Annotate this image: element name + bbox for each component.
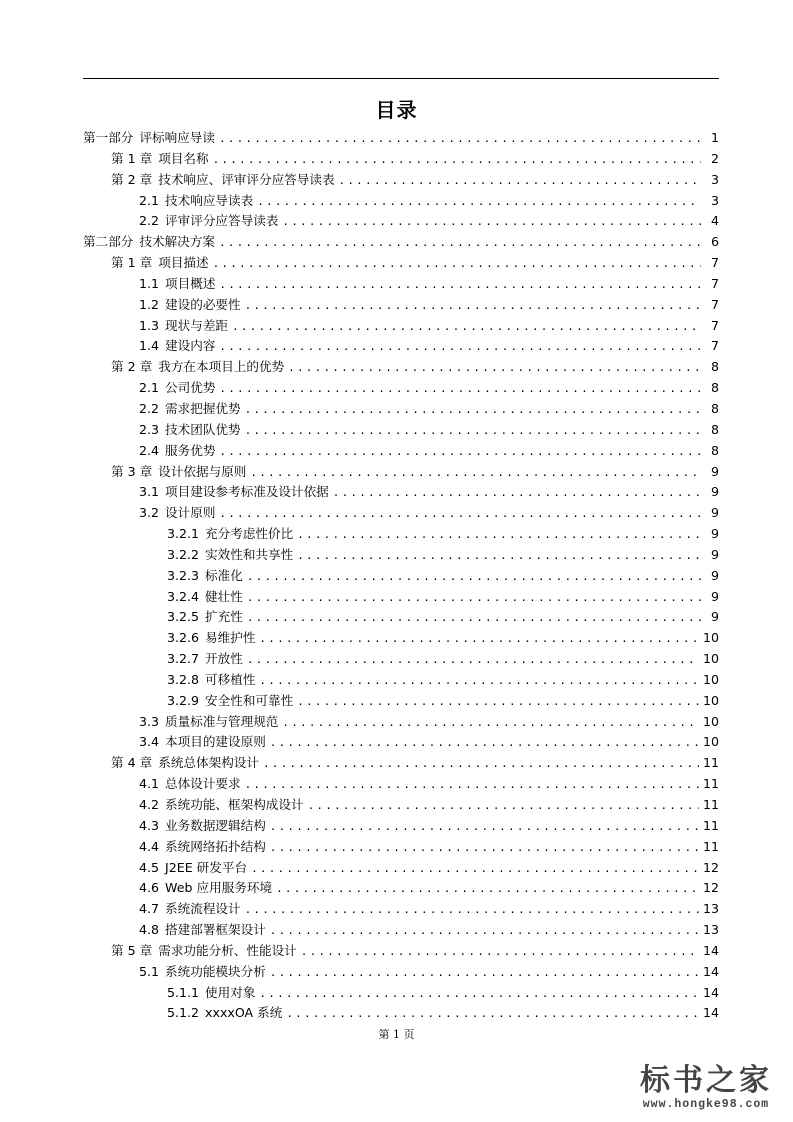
toc-entry-number: 3.4	[139, 734, 160, 750]
toc-entry-title: 总体设计要求	[165, 776, 241, 792]
toc-entry-title: 设计依据与原则	[158, 463, 247, 479]
toc-entry[interactable]	[83, 420, 719, 441]
toc-leader-dots	[247, 650, 699, 671]
toc-leader-dots	[270, 838, 699, 859]
toc-entry[interactable]	[83, 732, 719, 753]
toc-entry-page: 7	[710, 275, 719, 291]
toc-leader-dots	[270, 921, 699, 942]
toc-entry-title: 系统流程设计	[165, 901, 241, 917]
toc-entry-page: 14	[702, 984, 719, 1000]
toc-entry[interactable]	[83, 482, 719, 503]
toc-leader-dots	[245, 296, 701, 317]
toc-entry-page: 1	[710, 130, 719, 145]
toc-entry-page: 10	[702, 713, 719, 729]
toc-entry-page: 9	[710, 546, 719, 562]
toc-leader-dots	[219, 379, 701, 400]
toc-entry-page: 8	[710, 359, 719, 375]
toc-leader-dots	[297, 546, 701, 567]
toc-entry-number: 2.2	[139, 213, 160, 229]
toc-entry[interactable]	[83, 920, 719, 941]
toc-leader-dots	[270, 963, 699, 984]
watermark-logo	[631, 1064, 781, 1111]
toc-entry-page: 3	[710, 192, 719, 208]
toc-entry-number: 3.2	[139, 505, 160, 521]
toc-entry-title: 评审评分应答导读表	[165, 213, 279, 229]
toc-entry-title: 本项目的建设原则	[165, 734, 266, 750]
toc-entry-title: 项目建设参考标准及设计依据	[165, 484, 329, 500]
toc-entry-number: 1.3	[139, 317, 160, 333]
toc-entry[interactable]	[83, 628, 719, 649]
toc-entry-number: 1.4	[139, 338, 160, 354]
watermark-title: 标书之家	[640, 1063, 772, 1098]
toc-entry-number: 5.1	[139, 963, 160, 979]
toc-entry-page: 7	[710, 255, 719, 271]
toc-entry-number: 2.3	[139, 421, 160, 437]
toc-entry[interactable]	[83, 816, 719, 837]
toc-entry-title: J2EE 研发平台	[165, 859, 248, 875]
page-title: 目录	[375, 98, 418, 122]
toc-entry-number: 第 3 章	[111, 463, 153, 479]
toc-entry-number: 4.6	[139, 880, 160, 896]
toc-entry-page: 8	[710, 421, 719, 437]
toc-leader-dots	[219, 275, 701, 296]
toc-entry-title: 安全性和可靠性	[205, 692, 294, 708]
toc-entry-number: 第 2 章	[111, 171, 153, 187]
toc-entry-number: 3.3	[139, 713, 160, 729]
toc-entry-number: 第二部分	[83, 234, 134, 250]
toc-entry-title: 标准化	[205, 567, 243, 583]
toc-entry-title: 开放性	[205, 651, 243, 667]
toc-leader-dots	[250, 463, 701, 484]
toc-entry-page: 9	[710, 526, 719, 542]
toc-entry-page: 8	[710, 400, 719, 416]
toc-entry-title: 服务优势	[165, 442, 216, 458]
toc-leader-dots	[245, 400, 701, 421]
toc-entry-title: 评标响应导读	[139, 130, 215, 145]
toc-leader-dots	[219, 504, 701, 525]
toc-entry-title: 我方在本项目上的优势	[158, 359, 285, 375]
toc-entry-page: 4	[710, 213, 719, 229]
toc-entry-number: 4.3	[139, 817, 160, 833]
toc-leader-dots	[219, 233, 701, 254]
toc-entry[interactable]	[83, 607, 719, 628]
toc-leader-dots	[333, 483, 701, 504]
toc-entry-title: 使用对象	[205, 984, 256, 1000]
toc-entry-number: 2.1	[139, 192, 160, 208]
toc-entry-page: 14	[702, 1005, 719, 1021]
toc-entry-number: 3.2.1	[167, 526, 200, 542]
toc-entry-number: 第 1 章	[111, 255, 153, 271]
toc-entry-number: 第 5 章	[111, 942, 153, 958]
toc-entry-page: 9	[710, 463, 719, 479]
toc-entry[interactable]	[83, 941, 719, 962]
toc-entry-title: 公司优势	[165, 380, 216, 396]
toc-entry-number: 第一部分	[83, 130, 134, 145]
toc-entry-number: 4.5	[139, 859, 160, 875]
toc-entry-title: 技术团队优势	[165, 421, 241, 437]
toc-entry-title: Web 应用服务环境	[165, 880, 273, 896]
toc-entry-title: 业务数据逻辑结构	[165, 817, 266, 833]
toc-entry-page: 10	[702, 734, 719, 750]
toc-leader-dots	[247, 608, 701, 629]
toc-leader-dots	[245, 421, 701, 442]
toc-entry-number: 3.2.2	[167, 546, 200, 562]
toc-entry-page: 2	[710, 150, 719, 166]
toc-entry-page: 7	[710, 296, 719, 312]
toc-entry-title: 设计原则	[165, 505, 216, 521]
toc-entry-title: 项目概述	[165, 275, 216, 291]
toc-entry-number: 3.2.8	[167, 671, 200, 687]
toc-leader-dots	[301, 942, 699, 963]
toc-entry-title: xxxxOA 系统	[205, 1005, 283, 1021]
toc-entry-page: 11	[702, 817, 719, 833]
toc-leader-dots	[308, 796, 699, 817]
toc-entry-page: 11	[702, 776, 719, 792]
toc-entry-page: 13	[702, 901, 719, 917]
toc-entry-title: 需求把握优势	[165, 400, 241, 416]
toc-leader-dots	[245, 775, 699, 796]
toc-entry-title: 扩充性	[205, 609, 243, 625]
toc-leader-dots	[276, 879, 699, 900]
toc-leader-dots	[219, 337, 701, 358]
toc-entry-page: 10	[702, 671, 719, 687]
watermark-url: www.hongke98.com	[642, 1098, 770, 1111]
toc-entry[interactable]	[83, 128, 719, 149]
toc-entry-title: 系统总体架构设计	[158, 755, 259, 771]
toc-entry-title: 易维护性	[205, 630, 256, 646]
toc-entry[interactable]	[83, 649, 719, 670]
toc-entry-page: 14	[702, 963, 719, 979]
toc-entry[interactable]	[83, 274, 719, 295]
toc-entry-title: 搭建部署框架设计	[165, 922, 266, 938]
toc-entry-title: 充分考虑性价比	[205, 526, 294, 542]
toc-entry-number: 5.1.2	[167, 1005, 200, 1021]
toc-entry-page: 6	[710, 234, 719, 250]
toc-leader-dots	[270, 733, 699, 754]
toc-entry-page: 12	[702, 880, 719, 896]
toc-entry[interactable]	[83, 503, 719, 524]
toc-entry[interactable]	[83, 232, 719, 253]
toc-entry[interactable]	[83, 462, 719, 483]
toc-entry-number: 第 1 章	[111, 150, 153, 166]
toc-entry-number: 3.2.6	[167, 630, 200, 646]
toc-entry-title: 技术响应导读表	[165, 192, 254, 208]
toc-entry-title: 建设内容	[165, 338, 216, 354]
toc-leader-dots	[297, 525, 701, 546]
toc-entry-number: 第 4 章	[111, 755, 153, 771]
toc-entry-title: 质量标准与管理规范	[165, 713, 279, 729]
toc-entry[interactable]	[83, 899, 719, 920]
toc-entry-page: 10	[702, 651, 719, 667]
toc-entry[interactable]	[83, 378, 719, 399]
toc-entry-title: 系统功能模块分析	[165, 963, 266, 979]
toc-entry-page: 10	[702, 630, 719, 646]
toc-leader-dots	[339, 171, 701, 192]
toc-entry[interactable]	[83, 545, 719, 566]
toc-entry[interactable]	[83, 962, 719, 983]
toc-entry-page: 7	[710, 338, 719, 354]
toc-leader-dots	[270, 817, 699, 838]
toc-leader-dots	[245, 900, 699, 921]
toc-entry-number: 4.1	[139, 776, 160, 792]
toc-entry-title: 建设的必要性	[165, 296, 241, 312]
toc-leader-dots	[213, 254, 701, 275]
toc-leader-dots	[251, 859, 699, 880]
toc-entry[interactable]	[83, 858, 719, 879]
toc-entry-number: 2.2	[139, 400, 160, 416]
toc-entry-page: 14	[702, 942, 719, 958]
toc-entry[interactable]	[83, 316, 719, 337]
toc-entry[interactable]	[83, 1003, 719, 1024]
toc-entry-number: 1.1	[139, 275, 160, 291]
toc-entry-number: 2.1	[139, 380, 160, 396]
toc-entry[interactable]	[83, 878, 719, 899]
toc-entry[interactable]	[83, 191, 719, 212]
toc-entry-number: 1.2	[139, 296, 160, 312]
toc-leader-dots	[286, 1004, 699, 1025]
toc-leader-dots	[282, 713, 699, 734]
toc-entry-page: 11	[702, 838, 719, 854]
table-of-contents	[83, 128, 719, 1024]
toc-entry-page: 8	[710, 380, 719, 396]
toc-leader-dots	[247, 588, 701, 609]
toc-entry[interactable]	[83, 441, 719, 462]
toc-leader-dots	[257, 192, 701, 213]
toc-entry-page: 8	[710, 442, 719, 458]
toc-leader-dots	[259, 629, 699, 650]
toc-entry[interactable]	[83, 336, 719, 357]
toc-entry-page: 11	[702, 755, 719, 771]
toc-leader-dots	[282, 212, 701, 233]
toc-leader-dots	[297, 692, 699, 713]
toc-entry-number: 3.2.3	[167, 567, 200, 583]
toc-entry-number: 4.8	[139, 922, 160, 938]
toc-entry-page: 3	[710, 171, 719, 187]
toc-entry[interactable]	[83, 170, 719, 191]
toc-entry-page: 10	[702, 692, 719, 708]
toc-entry[interactable]	[83, 566, 719, 587]
toc-entry-title: 现状与差距	[165, 317, 228, 333]
toc-entry-number: 4.2	[139, 797, 160, 812]
toc-leader-dots	[263, 754, 699, 775]
toc-entry-title: 可移植性	[205, 671, 256, 687]
toc-entry-page: 7	[710, 317, 719, 333]
toc-leader-dots	[247, 567, 701, 588]
toc-entry[interactable]	[83, 587, 719, 608]
toc-entry-number: 3.2.7	[167, 651, 200, 667]
toc-entry-title: 项目描述	[158, 255, 209, 271]
toc-entry[interactable]	[83, 712, 719, 733]
toc-entry[interactable]	[83, 253, 719, 274]
page-number-footer: 第 1 页	[378, 1028, 415, 1041]
toc-entry[interactable]	[83, 524, 719, 545]
toc-entry-number: 5.1.1	[167, 984, 200, 1000]
toc-entry[interactable]	[83, 357, 719, 378]
toc-entry-page: 11	[702, 797, 719, 812]
toc-entry-title: 系统功能、框架构成设计	[165, 797, 304, 812]
toc-entry[interactable]	[83, 149, 719, 170]
toc-entry-number: 2.4	[139, 442, 160, 458]
toc-entry-title: 需求功能分析、性能设计	[158, 942, 297, 958]
toc-entry-page: 9	[710, 609, 719, 625]
toc-entry-title: 实效性和共享性	[205, 546, 294, 562]
toc-entry-title: 项目名称	[158, 150, 209, 166]
toc-leader-dots	[213, 150, 701, 171]
toc-entry[interactable]	[83, 295, 719, 316]
toc-entry-number: 4.4	[139, 838, 160, 854]
toc-entry-number: 3.2.4	[167, 588, 200, 604]
toc-entry-number: 第 2 章	[111, 359, 153, 375]
toc-entry[interactable]	[83, 670, 719, 691]
top-rule	[83, 78, 719, 79]
toc-entry[interactable]	[83, 691, 719, 712]
toc-entry[interactable]	[83, 774, 719, 795]
toc-entry-page: 9	[710, 567, 719, 583]
toc-leader-dots	[219, 129, 701, 150]
toc-entry-number: 4.7	[139, 901, 160, 917]
toc-entry-page: 12	[702, 859, 719, 875]
toc-entry[interactable]	[83, 983, 719, 1004]
toc-entry-number: 3.1	[139, 484, 160, 500]
toc-entry[interactable]	[83, 211, 719, 232]
toc-entry-page: 9	[710, 505, 719, 521]
toc-entry-title: 系统网络拓扑结构	[165, 838, 266, 854]
toc-entry[interactable]	[83, 795, 719, 816]
toc-leader-dots	[288, 358, 701, 379]
toc-entry-page: 9	[710, 588, 719, 604]
toc-entry-page: 9	[710, 484, 719, 500]
toc-entry-title: 技术解决方案	[139, 234, 215, 250]
toc-leader-dots	[259, 984, 699, 1005]
toc-entry[interactable]	[83, 837, 719, 858]
toc-entry[interactable]	[83, 399, 719, 420]
toc-leader-dots	[259, 671, 699, 692]
toc-entry-page: 13	[702, 922, 719, 938]
toc-entry[interactable]	[83, 753, 719, 774]
toc-leader-dots	[219, 442, 701, 463]
toc-leader-dots	[232, 317, 701, 338]
toc-entry-title: 技术响应、评审评分应答导读表	[158, 171, 335, 187]
toc-entry-number: 3.2.9	[167, 692, 200, 708]
toc-entry-title: 健壮性	[205, 588, 243, 604]
toc-entry-number: 3.2.5	[167, 609, 200, 625]
